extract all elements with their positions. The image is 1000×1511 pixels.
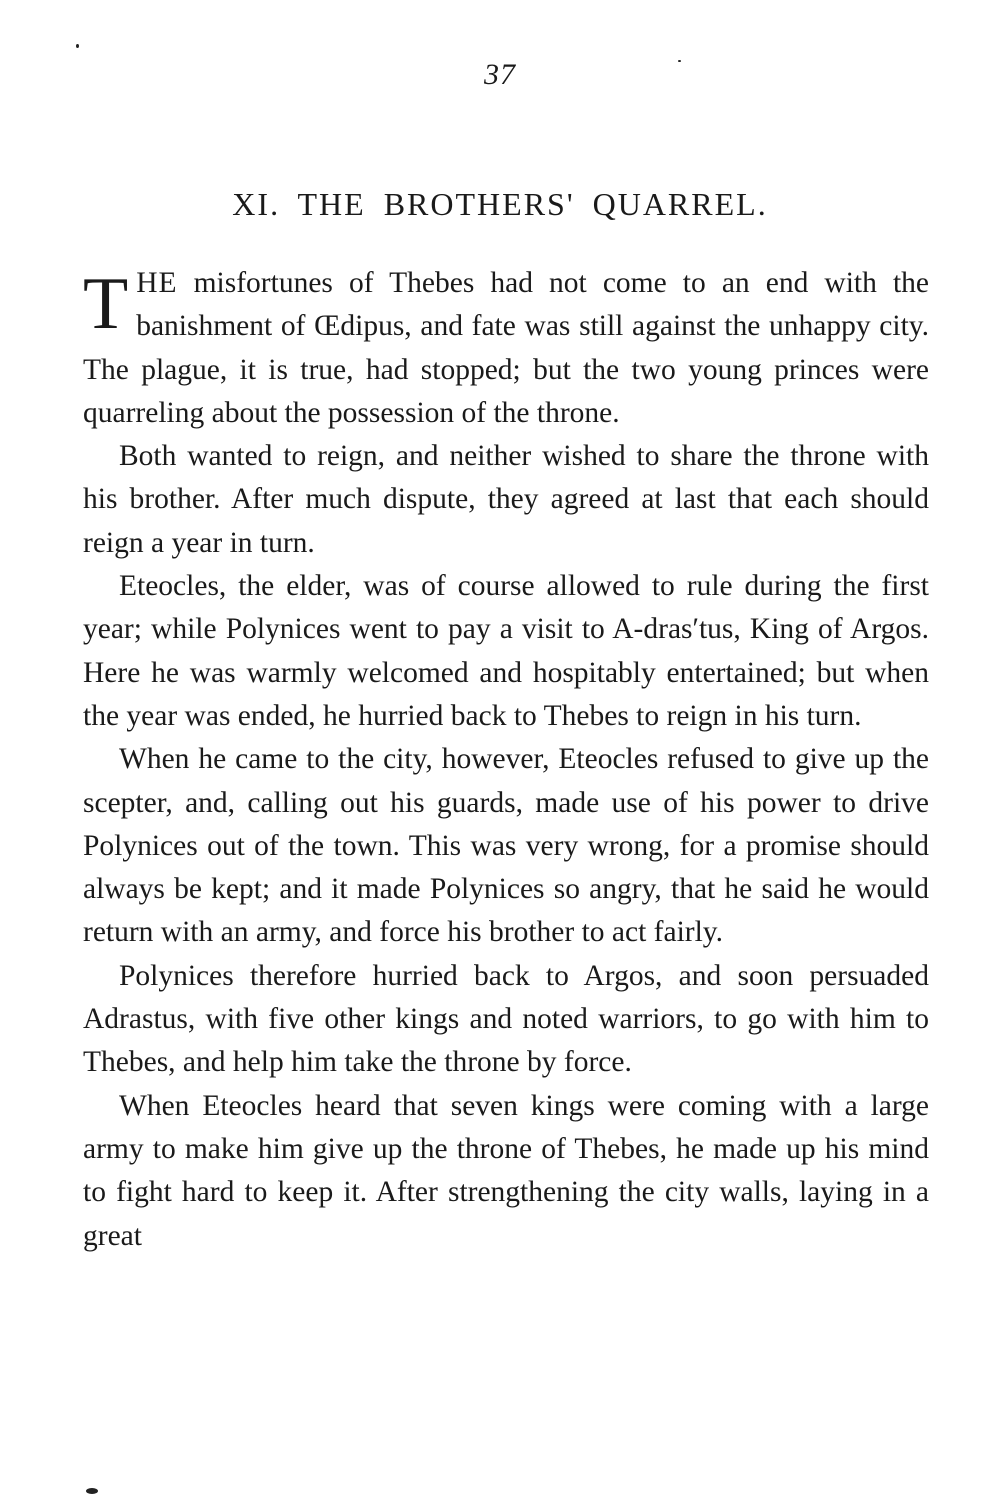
- page-number: 37: [484, 58, 516, 91]
- paragraph-2: Both wanted to reign, and neither wished to share the throne with his brother. After much dispute, they agreed at last that each should reign a year in turn.: [83, 440, 929, 559]
- scan-speck: [86, 1488, 98, 1494]
- paragraph-1: [83, 262, 929, 435]
- chapter-title: XI. THE BROTHERS' QUARREL.: [232, 186, 768, 222]
- lead-letters: HE: [136, 267, 178, 299]
- drop-cap: T: [83, 263, 129, 345]
- paragraph-6: When Eteocles heard that seven kings were coming with a large army to make him give up the throne of Thebes, he made up his mind to fight hard to keep it. After strengthening the city walls, laying in a great: [83, 1089, 929, 1252]
- paragraph-4: When he came to the city, however, Eteocles refused to give up the scepter, and, calling out his guards, made use of his power to drive Polynices out of the town. This was very wrong, for a promise should always be kept; and it made Polynices so angry, that he said he would return with an army, and force his brother to act fairly.: [83, 743, 929, 949]
- paragraph-3: Eteocles, the elder, was of course allowed to rule during the first year; while Polynices went to pay a visit to A-dras′tus, King of Argos. Here he was warmly welcomed and hospitably entertained; but when the year was ended, he hurried back to Thebes to reign in his turn.: [83, 570, 929, 732]
- paragraph-5: Polynices therefore hurried back to Argos, and soon persuaded Adrastus, with five other kings and noted warriors, to go with him to Thebes, and help him take the throne by force.: [83, 959, 929, 1079]
- scan-speck: [678, 60, 681, 62]
- chapter-body: [83, 262, 929, 1258]
- paragraph-1-text: misfortunes of Thebes had not come to an end with the banishment of Œdipus, and fate was still against the unhappy city. The plague, it is true, had stopped; but the two young princes were quarreling about the possession of the throne.: [83, 267, 929, 429]
- scan-speck: [76, 44, 79, 48]
